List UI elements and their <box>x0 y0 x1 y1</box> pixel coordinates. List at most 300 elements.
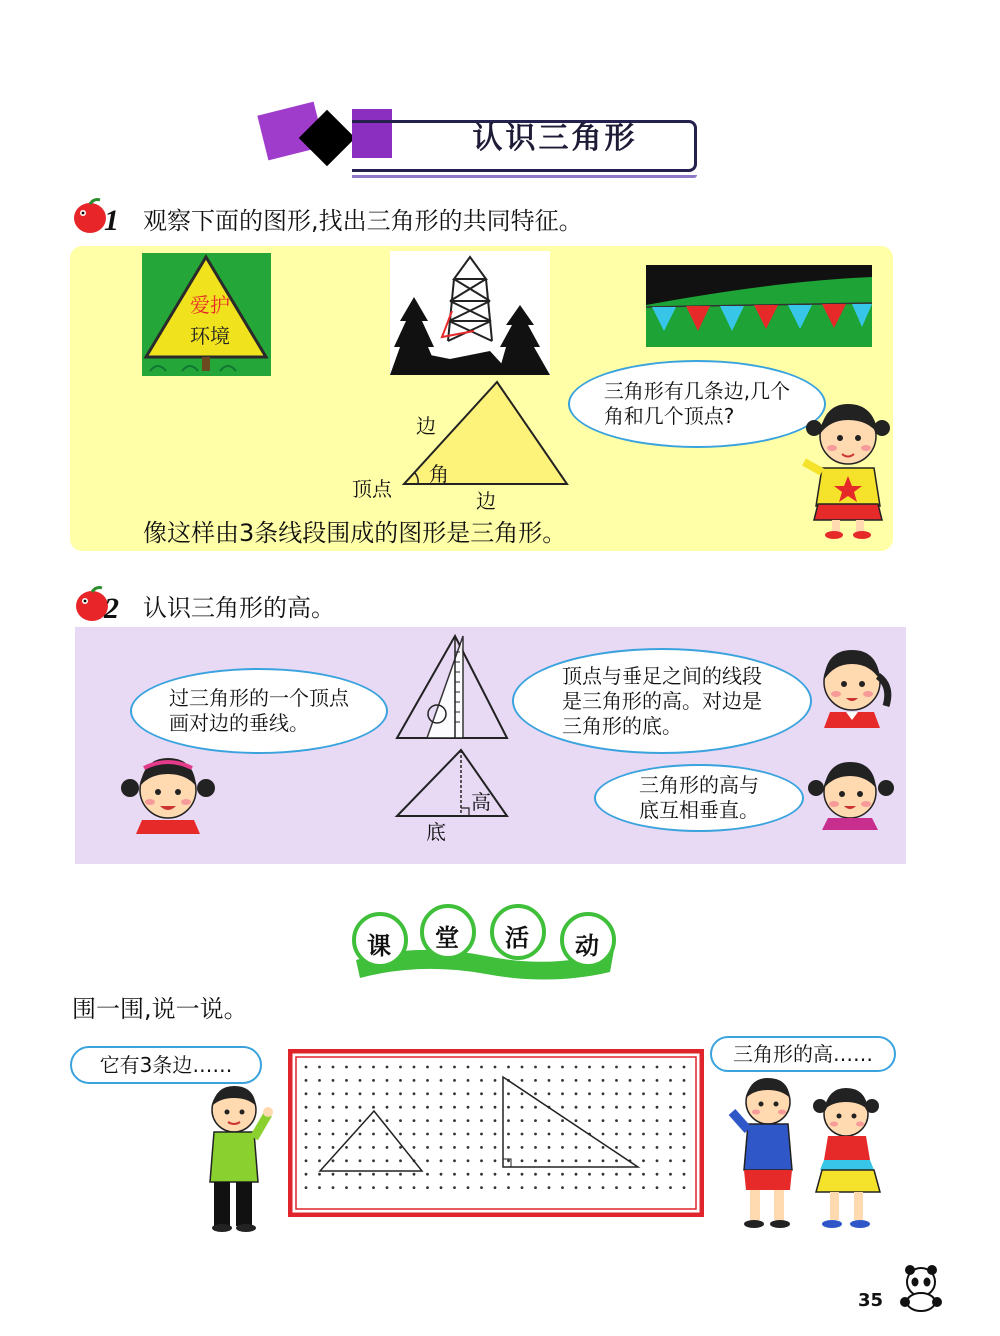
geoboard-peg <box>413 1186 416 1189</box>
girl-question-bubble <box>568 360 826 448</box>
geoboard-peg <box>467 1066 470 1069</box>
right-top-bubble-line1: 顶点与垂足之间的线段 <box>562 663 762 688</box>
geoboard-peg <box>615 1066 618 1069</box>
geoboard-peg <box>480 1092 483 1095</box>
geoboard-peg <box>521 1092 524 1095</box>
geoboard-peg <box>615 1133 618 1136</box>
left-girl-bubble <box>130 668 388 754</box>
geoboard-peg <box>386 1092 389 1095</box>
geoboard-peg <box>642 1146 645 1149</box>
geoboard-peg <box>305 1159 308 1162</box>
geoboard-peg <box>561 1159 564 1162</box>
geoboard-peg <box>440 1106 443 1109</box>
right-bottom-bubble-line1: 三角形的高与 <box>639 773 759 797</box>
geoboard-peg <box>507 1119 510 1122</box>
geoboard-peg <box>669 1186 672 1189</box>
geoboard-peg <box>494 1106 497 1109</box>
geoboard-peg <box>305 1106 308 1109</box>
geoboard-peg <box>521 1079 524 1082</box>
geoboard-peg <box>467 1146 470 1149</box>
geoboard-peg <box>575 1092 578 1095</box>
geoboard-peg <box>507 1186 510 1189</box>
geoboard-peg <box>683 1119 686 1122</box>
geoboard-peg <box>426 1092 429 1095</box>
geoboard-peg <box>615 1119 618 1122</box>
triangle-side-label-left: 边 <box>416 414 436 438</box>
geoboard-peg <box>548 1186 551 1189</box>
geoboard-peg <box>669 1079 672 1082</box>
geoboard-peg <box>332 1066 335 1069</box>
triangle-height-base-diagram <box>393 748 511 820</box>
example-1-heading: 观察下面的图形,找出三角形的共同特征。 <box>143 207 583 235</box>
geoboard-peg <box>453 1066 456 1069</box>
geoboard-peg <box>669 1146 672 1149</box>
geoboard-peg <box>453 1133 456 1136</box>
geoboard-peg <box>480 1106 483 1109</box>
example-2-number-icon <box>72 584 126 624</box>
geoboard-peg <box>521 1173 524 1176</box>
geoboard-peg <box>318 1119 321 1122</box>
geoboard-peg <box>345 1066 348 1069</box>
geoboard-peg <box>426 1173 429 1176</box>
right-top-bubble-line2: 是三角形的高。对边是 <box>562 688 762 713</box>
geoboard-peg <box>602 1173 605 1176</box>
geoboard-peg <box>345 1133 348 1136</box>
boy-bubble <box>70 1046 262 1084</box>
geoboard-peg <box>561 1066 564 1069</box>
geoboard-peg <box>440 1079 443 1082</box>
geoboard-peg <box>386 1173 389 1176</box>
geoboard-peg <box>642 1159 645 1162</box>
geoboard-peg <box>318 1186 321 1189</box>
geoboard-peg <box>534 1173 537 1176</box>
example-1-number: 1 <box>104 204 119 236</box>
example-2-heading: 认识三角形的高。 <box>143 594 335 622</box>
geoboard-peg <box>359 1106 362 1109</box>
geoboard-peg <box>683 1173 686 1176</box>
geoboard-peg <box>588 1066 591 1069</box>
geoboard-peg <box>332 1173 335 1176</box>
geoboard-peg <box>615 1092 618 1095</box>
geoboard-peg <box>629 1146 632 1149</box>
geoboard-peg <box>656 1173 659 1176</box>
girl-character-3 <box>808 640 896 728</box>
geoboard-peg <box>480 1186 483 1189</box>
left-bubble-line2: 画对边的垂线。 <box>169 711 309 735</box>
geoboard-peg <box>372 1173 375 1176</box>
geoboard-peg <box>642 1119 645 1122</box>
geoboard-peg <box>318 1092 321 1095</box>
right-bottom-bubble-line2: 底互相垂直。 <box>639 798 759 822</box>
geoboard-peg <box>521 1119 524 1122</box>
geoboard-peg <box>386 1159 389 1162</box>
geoboard-peg <box>534 1092 537 1095</box>
geoboard-peg <box>467 1159 470 1162</box>
geoboard-peg <box>534 1133 537 1136</box>
geoboard-peg <box>656 1186 659 1189</box>
geoboard-peg <box>548 1133 551 1136</box>
right-top-bubble-line3: 三角形的底。 <box>562 713 682 738</box>
geoboard-peg <box>521 1186 524 1189</box>
geoboard-peg <box>440 1186 443 1189</box>
geoboard-peg <box>683 1079 686 1082</box>
geoboard-peg <box>372 1092 375 1095</box>
geoboard-peg <box>345 1186 348 1189</box>
geoboard-peg <box>467 1186 470 1189</box>
geoboard-peg <box>521 1133 524 1136</box>
geoboard-peg <box>345 1173 348 1176</box>
geoboard-peg <box>548 1092 551 1095</box>
geoboard-peg <box>494 1066 497 1069</box>
geoboard-peg <box>629 1119 632 1122</box>
geoboard-peg <box>372 1066 375 1069</box>
geoboard-peg <box>588 1079 591 1082</box>
right-top-girl-bubble <box>512 648 812 754</box>
geoboard-peg <box>561 1146 564 1149</box>
geoboard-peg <box>386 1119 389 1122</box>
geoboard-peg <box>494 1173 497 1176</box>
geoboard-peg <box>332 1119 335 1122</box>
geoboard-peg <box>588 1186 591 1189</box>
geoboard-peg <box>399 1186 402 1189</box>
geoboard-peg <box>399 1106 402 1109</box>
geoboard-peg <box>494 1092 497 1095</box>
geoboard-peg <box>629 1106 632 1109</box>
geoboard-peg <box>426 1066 429 1069</box>
geoboard-peg <box>372 1079 375 1082</box>
geoboard-peg <box>575 1079 578 1082</box>
geoboard-peg <box>588 1092 591 1095</box>
triangle-side-label-bottom: 边 <box>476 489 496 513</box>
geoboard-peg <box>629 1186 632 1189</box>
geoboard-peg <box>359 1133 362 1136</box>
geoboard-peg <box>386 1186 389 1189</box>
geoboard-peg <box>372 1159 375 1162</box>
triangle-angle-label: 角 <box>429 462 449 486</box>
geoboard-peg <box>683 1133 686 1136</box>
geoboard-peg <box>305 1092 308 1095</box>
geoboard-peg <box>332 1106 335 1109</box>
geoboard-peg <box>359 1119 362 1122</box>
geoboard-peg <box>575 1159 578 1162</box>
right-bottom-girl-bubble <box>594 764 804 832</box>
geoboard-peg <box>669 1133 672 1136</box>
geoboard-peg <box>305 1173 308 1176</box>
geoboard-peg <box>548 1159 551 1162</box>
geoboard-peg <box>534 1186 537 1189</box>
geoboard-peg <box>453 1186 456 1189</box>
geoboard-peg <box>629 1133 632 1136</box>
geoboard-peg <box>440 1066 443 1069</box>
geoboard-peg <box>575 1066 578 1069</box>
geoboard-peg <box>683 1106 686 1109</box>
banner-char-3: 活 <box>505 924 529 952</box>
geoboard-peg <box>629 1066 632 1069</box>
geoboard-peg <box>656 1079 659 1082</box>
geoboard-peg <box>386 1066 389 1069</box>
geoboard-peg <box>399 1173 402 1176</box>
geoboard-peg <box>467 1173 470 1176</box>
geoboard-peg <box>669 1173 672 1176</box>
geoboard-peg <box>453 1159 456 1162</box>
geoboard-peg <box>480 1079 483 1082</box>
geoboard-peg <box>372 1133 375 1136</box>
geoboard-peg <box>615 1173 618 1176</box>
geoboard-peg <box>453 1092 456 1095</box>
geoboard-peg <box>399 1119 402 1122</box>
geoboard-peg <box>332 1146 335 1149</box>
kids-bubble-text: 三角形的高…… <box>733 1041 873 1066</box>
activity-instruction: 围一围,说一说。 <box>72 995 248 1023</box>
geoboard-peg <box>602 1079 605 1082</box>
geoboard-peg <box>426 1079 429 1082</box>
geoboard-peg <box>656 1159 659 1162</box>
geoboard-peg <box>615 1186 618 1189</box>
geoboard-peg <box>602 1146 605 1149</box>
geoboard-peg <box>669 1066 672 1069</box>
geoboard-peg <box>359 1186 362 1189</box>
banner-chars <box>350 904 620 980</box>
geoboard-peg <box>305 1186 308 1189</box>
geoboard-peg <box>575 1146 578 1149</box>
set-square-height-diagram <box>393 632 511 742</box>
geoboard-peg <box>359 1092 362 1095</box>
geoboard-peg <box>440 1133 443 1136</box>
geoboard-peg <box>359 1159 362 1162</box>
geoboard-peg <box>548 1119 551 1122</box>
geoboard-peg <box>534 1079 537 1082</box>
geoboard-peg <box>359 1079 362 1082</box>
geoboard-peg <box>602 1186 605 1189</box>
geoboard-peg <box>413 1173 416 1176</box>
geoboard-peg <box>507 1133 510 1136</box>
geoboard-peg <box>386 1146 389 1149</box>
geoboard-peg <box>413 1092 416 1095</box>
geoboard-peg <box>318 1133 321 1136</box>
geoboard-peg <box>413 1079 416 1082</box>
geoboard-peg <box>305 1119 308 1122</box>
geoboard-peg <box>642 1106 645 1109</box>
geoboard-peg <box>399 1159 402 1162</box>
pennant-flags-picture <box>646 265 872 347</box>
girl-character-4 <box>806 756 896 830</box>
geoboard-peg <box>507 1146 510 1149</box>
boy-character-1 <box>200 1084 280 1234</box>
geoboard-peg <box>534 1066 537 1069</box>
power-tower-picture <box>390 251 550 375</box>
geoboard-peg <box>561 1106 564 1109</box>
geoboard-peg <box>521 1159 524 1162</box>
geoboard-peg <box>372 1106 375 1109</box>
geoboard-peg <box>332 1092 335 1095</box>
geoboard-peg <box>615 1106 618 1109</box>
geoboard-peg <box>359 1173 362 1176</box>
girl-question-line1: 三角形有几条边,几个 <box>603 379 791 403</box>
geoboard-peg <box>345 1146 348 1149</box>
geoboard-peg <box>318 1079 321 1082</box>
panda-icon <box>896 1262 946 1312</box>
geoboard-peg <box>332 1079 335 1082</box>
example-2-number: 2 <box>104 592 119 624</box>
geoboard-peg <box>305 1066 308 1069</box>
geoboard-peg <box>318 1106 321 1109</box>
geoboard-peg <box>399 1079 402 1082</box>
geoboard-peg <box>534 1119 537 1122</box>
geoboard-peg <box>494 1079 497 1082</box>
geoboard-peg <box>480 1173 483 1176</box>
geoboard-peg <box>656 1119 659 1122</box>
geoboard-peg <box>386 1079 389 1082</box>
geoboard-peg <box>534 1106 537 1109</box>
geoboard-peg <box>561 1092 564 1095</box>
page-number: 35 <box>858 1290 884 1311</box>
kids-bubble <box>710 1036 896 1072</box>
geoboard-peg <box>615 1079 618 1082</box>
geoboard-peg <box>413 1133 416 1136</box>
geoboard-peg <box>440 1146 443 1149</box>
geoboard-peg <box>372 1119 375 1122</box>
geoboard-peg <box>467 1133 470 1136</box>
geoboard-peg <box>588 1106 591 1109</box>
geoboard-peg <box>683 1066 686 1069</box>
geoboard-peg <box>588 1146 591 1149</box>
sign-text-line1: 爱护 <box>190 293 230 317</box>
geoboard-peg <box>683 1159 686 1162</box>
geoboard-peg <box>372 1146 375 1149</box>
banner-char-4: 动 <box>575 932 599 960</box>
geoboard-peg <box>615 1159 618 1162</box>
geoboard-peg <box>534 1159 537 1162</box>
geoboard-peg <box>629 1092 632 1095</box>
geoboard-peg <box>426 1186 429 1189</box>
boy-bubble-text: 它有3条边…… <box>99 1052 233 1077</box>
geoboard-peg <box>656 1092 659 1095</box>
geoboard-peg <box>480 1146 483 1149</box>
geoboard-peg <box>426 1146 429 1149</box>
geoboard-peg <box>588 1119 591 1122</box>
geoboard-peg <box>602 1119 605 1122</box>
girl-character-1 <box>800 398 894 540</box>
geoboard-peg <box>575 1106 578 1109</box>
geoboard-peg <box>399 1133 402 1136</box>
geoboard-peg <box>669 1159 672 1162</box>
triangle-vertex-label: 顶点 <box>352 477 392 501</box>
geoboard-peg <box>521 1106 524 1109</box>
page-title: 认识三角形 <box>472 121 638 156</box>
geoboard-peg <box>629 1173 632 1176</box>
geoboard-peg <box>453 1119 456 1122</box>
banner-char-2: 堂 <box>435 924 459 952</box>
geoboard-peg <box>480 1159 483 1162</box>
geoboard-peg <box>386 1106 389 1109</box>
geoboard-peg <box>440 1119 443 1122</box>
geoboard-peg <box>332 1186 335 1189</box>
banner-char-1: 课 <box>367 932 391 960</box>
geoboard-peg <box>507 1159 510 1162</box>
geoboard-peg <box>683 1092 686 1095</box>
geoboard-peg <box>494 1146 497 1149</box>
geoboard-peg <box>453 1146 456 1149</box>
geoboard-peg <box>588 1173 591 1176</box>
geoboard-peg <box>507 1173 510 1176</box>
geoboard-peg <box>305 1146 308 1149</box>
geoboard-peg <box>426 1133 429 1136</box>
geoboard-peg <box>642 1079 645 1082</box>
geoboard-peg <box>467 1106 470 1109</box>
geoboard-peg <box>480 1066 483 1069</box>
example-1-number-icon <box>70 196 124 236</box>
geoboard-peg <box>656 1133 659 1136</box>
geoboard-peg <box>642 1066 645 1069</box>
geoboard-peg <box>453 1173 456 1176</box>
geoboard-peg <box>615 1146 618 1149</box>
geoboard-peg <box>332 1133 335 1136</box>
geoboard-peg <box>642 1173 645 1176</box>
geoboard-peg <box>399 1092 402 1095</box>
geoboard-peg <box>494 1186 497 1189</box>
geoboard-peg <box>345 1119 348 1122</box>
girl-character-2 <box>118 752 218 834</box>
geoboard-peg <box>467 1092 470 1095</box>
geoboard-peg <box>669 1119 672 1122</box>
geoboard-peg <box>656 1146 659 1149</box>
geoboard-peg <box>561 1173 564 1176</box>
geoboard-peg <box>305 1133 308 1136</box>
geoboard-peg <box>575 1119 578 1122</box>
geoboard-peg <box>359 1146 362 1149</box>
geoboard-peg <box>602 1133 605 1136</box>
geoboard-peg <box>440 1159 443 1162</box>
geoboard-peg <box>480 1119 483 1122</box>
geoboard-peg <box>413 1106 416 1109</box>
geoboard-peg <box>413 1119 416 1122</box>
geoboard-peg <box>318 1146 321 1149</box>
geoboard <box>288 1049 704 1217</box>
geoboard-peg <box>305 1079 308 1082</box>
geoboard-peg <box>548 1146 551 1149</box>
geoboard-peg <box>494 1119 497 1122</box>
geoboard-peg <box>318 1173 321 1176</box>
geoboard-peg <box>318 1066 321 1069</box>
geoboard-peg <box>413 1066 416 1069</box>
geoboard-peg <box>507 1066 510 1069</box>
geoboard-peg <box>507 1106 510 1109</box>
geoboard-peg <box>669 1106 672 1109</box>
example-1-conclusion: 像这样由3条线段围成的图形是三角形。 <box>143 519 567 547</box>
geoboard-peg <box>453 1079 456 1082</box>
geoboard-peg <box>602 1106 605 1109</box>
geoboard-peg <box>494 1159 497 1162</box>
geoboard-peg <box>683 1146 686 1149</box>
geoboard-peg <box>467 1119 470 1122</box>
geoboard-peg <box>561 1079 564 1082</box>
geoboard-peg <box>642 1186 645 1189</box>
girl-question-line2: 角和几个顶点? <box>603 404 735 428</box>
geoboard-peg <box>372 1186 375 1189</box>
geoboard-peg <box>548 1079 551 1082</box>
geoboard-peg <box>561 1186 564 1189</box>
geoboard-peg <box>642 1092 645 1095</box>
geoboard-peg <box>521 1066 524 1069</box>
geoboard-peg <box>494 1133 497 1136</box>
geoboard-peg <box>318 1159 321 1162</box>
geoboard-peg <box>467 1079 470 1082</box>
geoboard-peg <box>575 1173 578 1176</box>
geoboard-peg <box>521 1146 524 1149</box>
geoboard-peg <box>426 1119 429 1122</box>
geoboard-peg <box>345 1092 348 1095</box>
left-bubble-line1: 过三角形的一个顶点 <box>169 686 349 710</box>
